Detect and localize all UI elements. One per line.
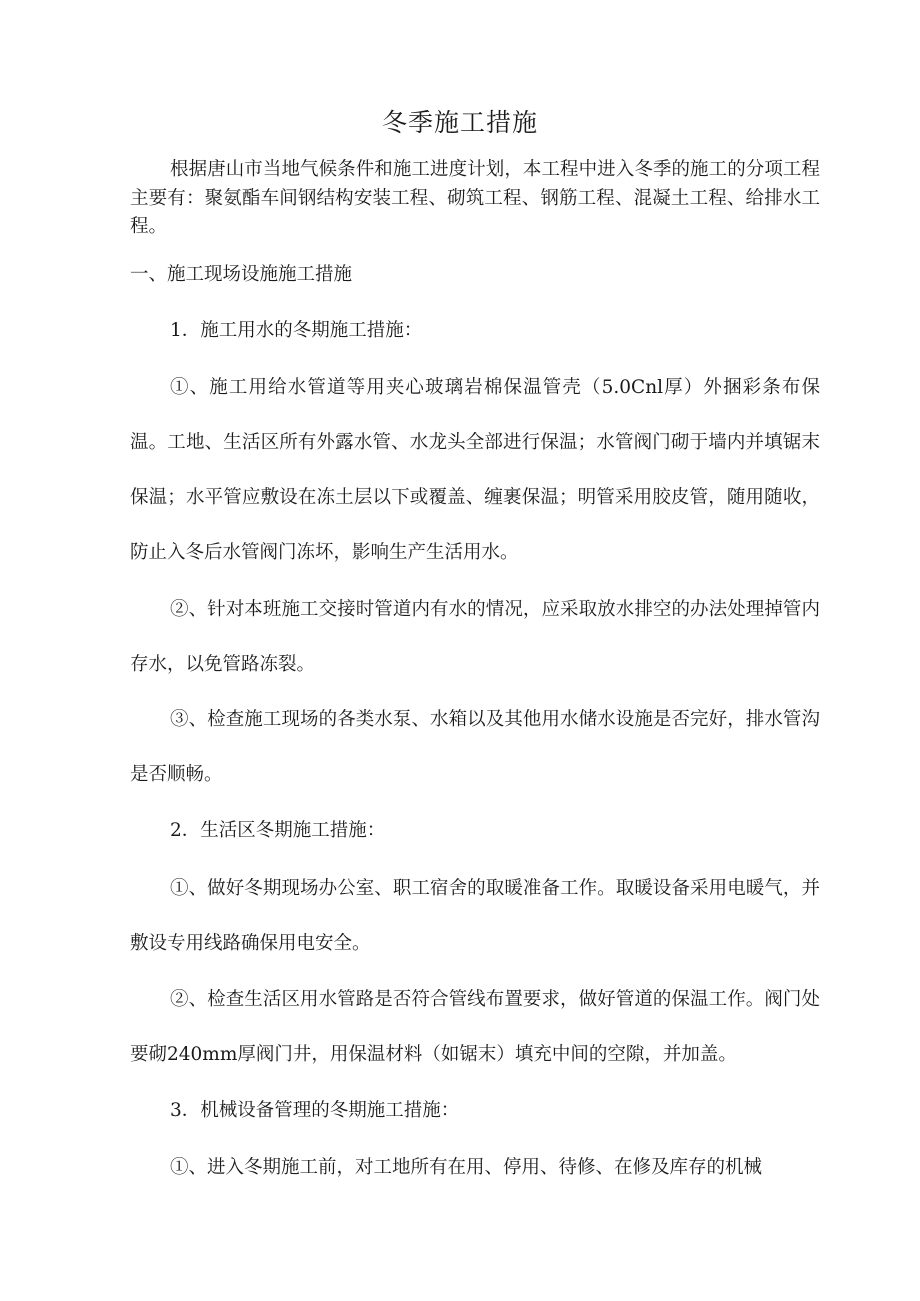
subsection-3-heading: 3．机械设备管理的冬期施工措施： (170, 1100, 460, 1121)
subsection-3-item-1: ①、进入冬期施工前，对工地所有在用、停用、待修、在修及库存的机械 (170, 1157, 763, 1178)
document-title: 冬季施工措施 (381, 108, 538, 137)
subsection-1-heading: 1．施工用水的冬期施工措施： (170, 320, 423, 341)
subsection-1-item-3: ③、检查施工现场的各类水泵、水箱以及其他用水储水设施是否完好，排水管沟是否顺畅。 (130, 709, 820, 785)
subsection-2-heading: 2．生活区冬期施工措施： (170, 820, 386, 841)
subsection-2-item-2: ②、检查生活区用水管路是否符合管线布置要求，做好管道的保温工作。阀门处要砌240mm厚阀门井，用保温材料（如锯末）填充中间的空隙，并加盖。 (130, 989, 820, 1065)
subsection-1-item-2: ②、针对本班施工交接时管道内有水的情况，应采取放水排空的办法处理掉管内存水，以免管路冻裂。 (130, 599, 820, 675)
subsection-2-item-1: ①、做好冬期现场办公室、职工宿舍的取暖准备工作。取暖设备采用电暖气，并敷设专用线路确保用电安全。 (130, 878, 820, 954)
intro-paragraph: 根据唐山市当地气候条件和施工进度计划，本工程中进入冬季的施工的分项工程主要有：聚氨酯车间钢结构安装工程、砌筑工程、钢筋工程、混凝土工程、给排水工程。 (130, 159, 820, 237)
section-1-heading: 一、施工现场设施施工措施 (130, 264, 353, 285)
subsection-1-item-1: ①、施工用给水管道等用夹心玻璃岩棉保温管壳（5.0Cnl厚）外捆彩条布保温。工地、生活区所有外露水管、水龙头全部进行保温；水管阀门砌于墙内并填锯末保温；水平管应敷设在冻土层以下或覆盖、缠裹保温；明管采用胶皮管，随用随收，防止入冬后水管阀门冻坏，影响生产生活用水。 (130, 377, 820, 563)
